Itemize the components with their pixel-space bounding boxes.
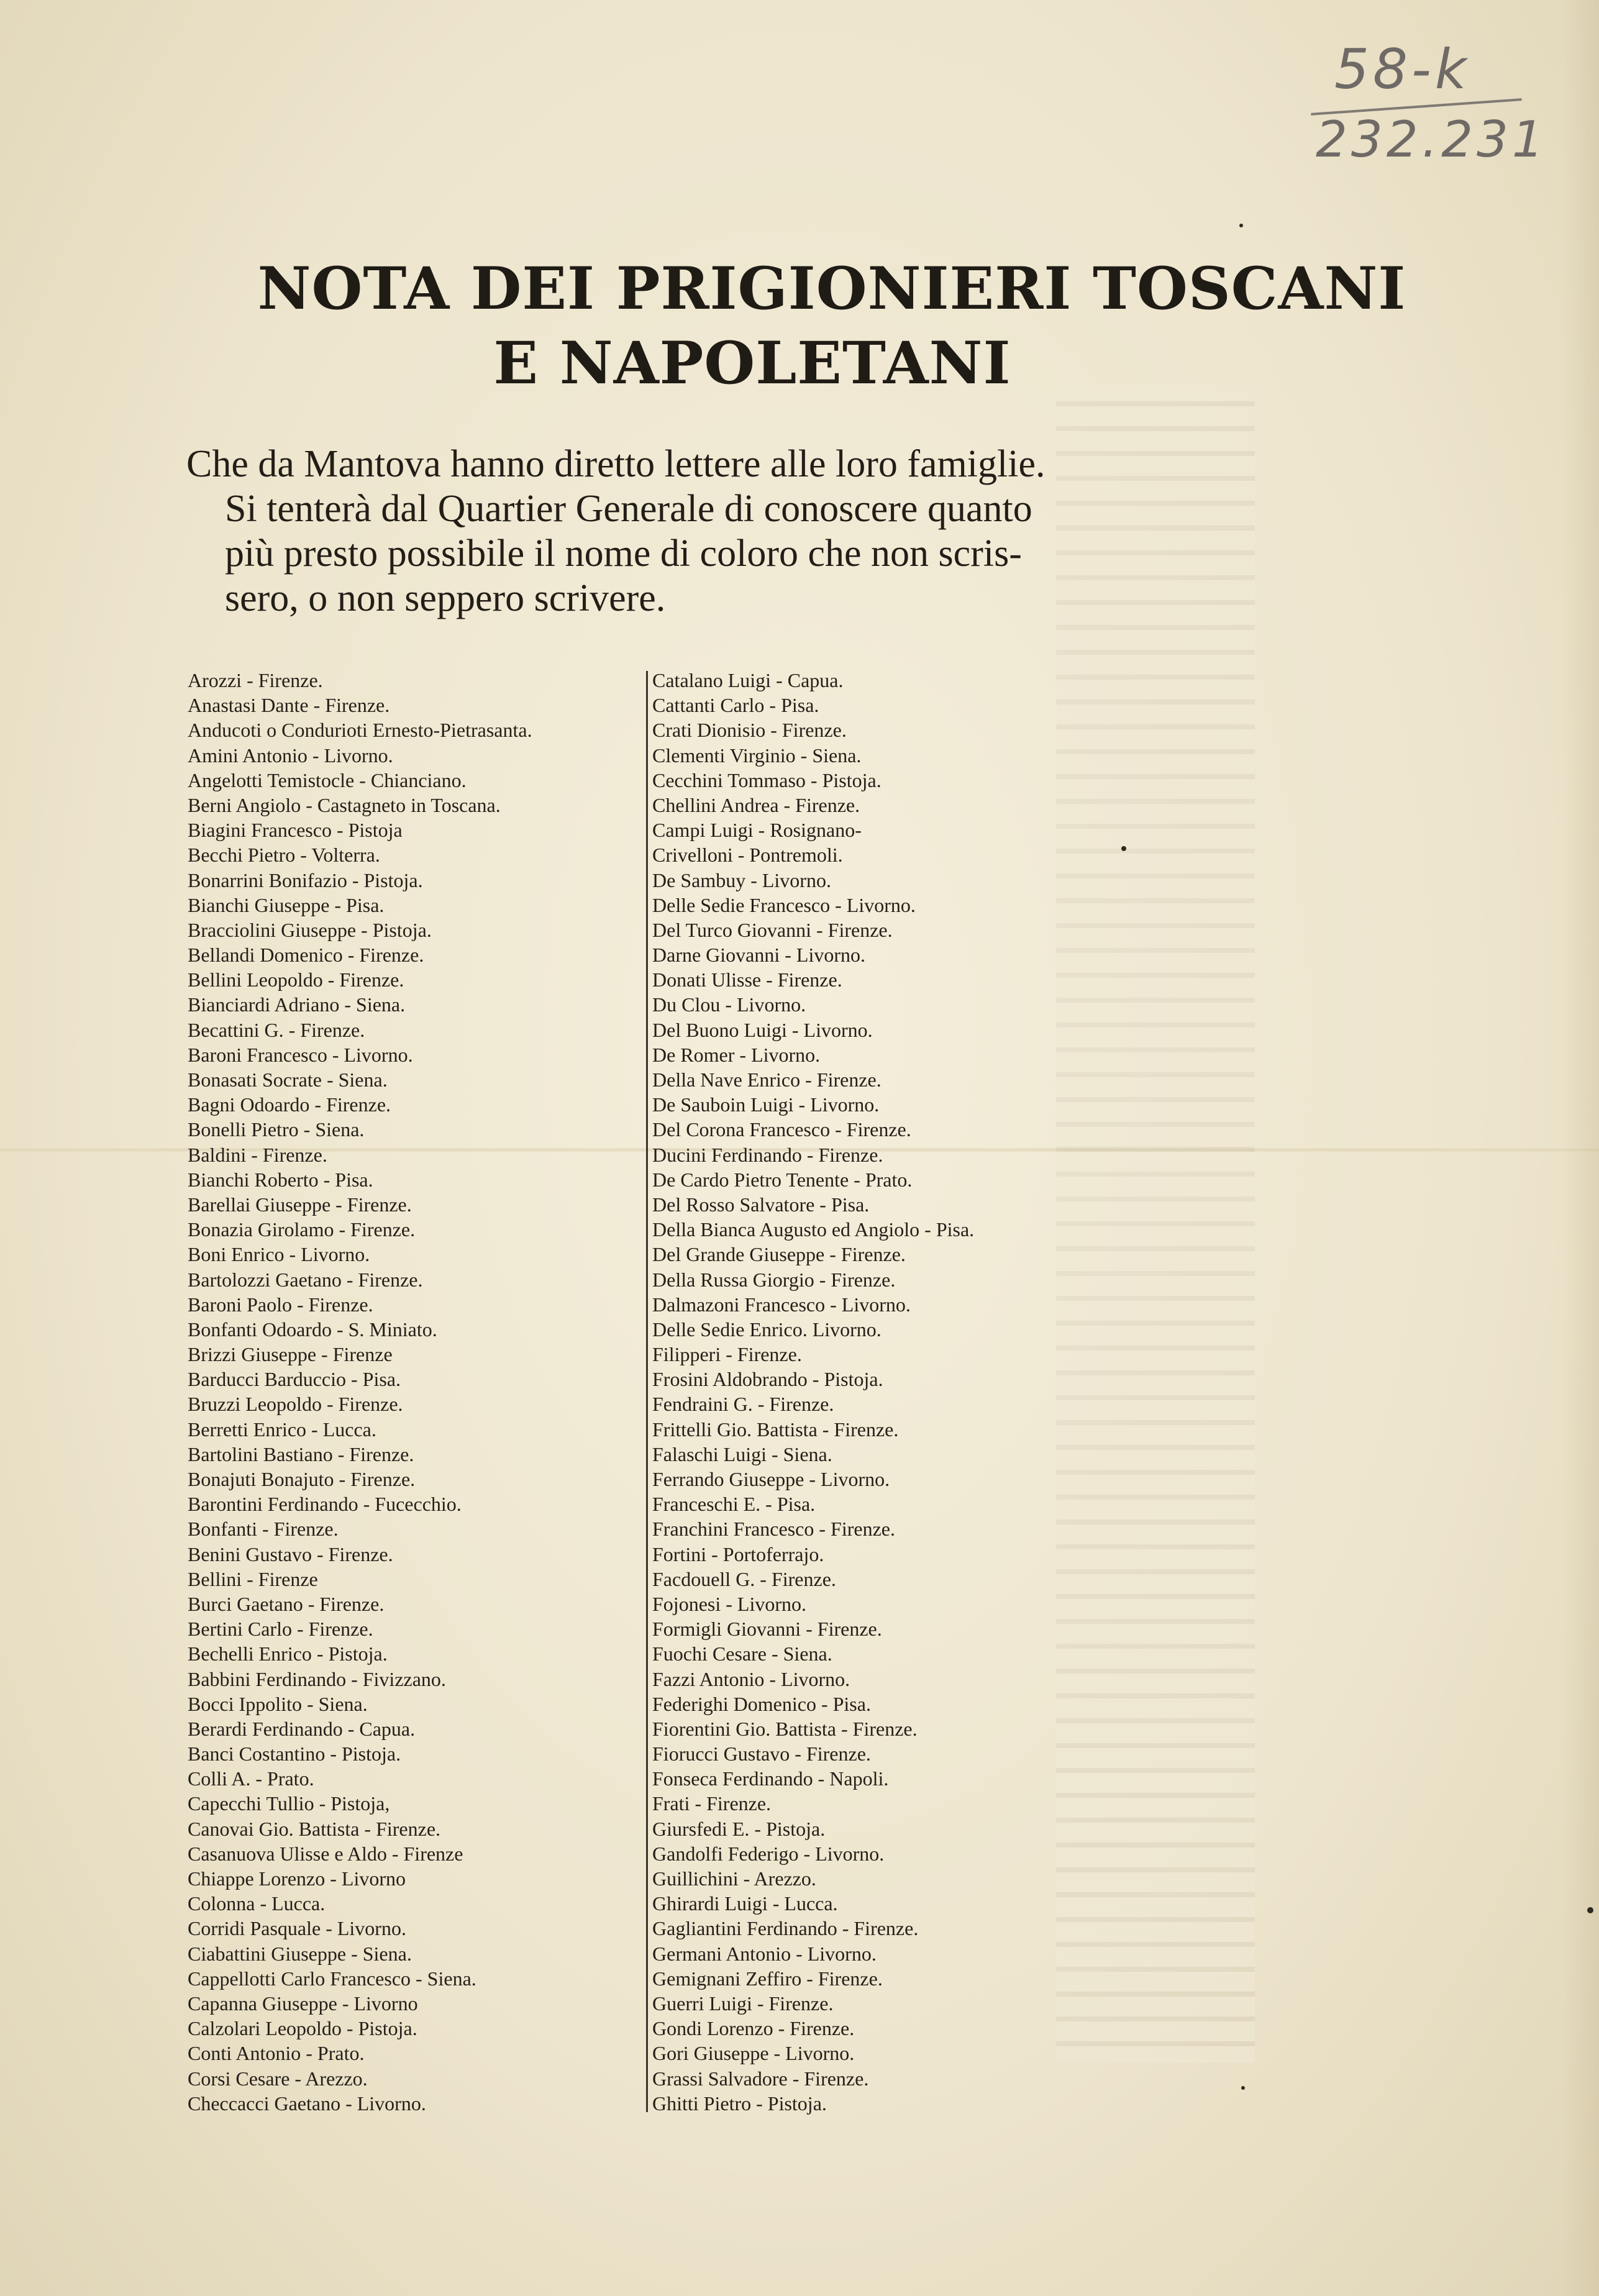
- ink-spot: [1241, 2086, 1245, 2090]
- prisoner-entry: Fiorentini Gio. Battista - Firenze.: [652, 1717, 918, 1740]
- prisoner-entry: Della Russa Giorgio - Firenze.: [652, 1268, 896, 1291]
- prisoner-entry: Bianchi Roberto - Pisa.: [188, 1168, 373, 1191]
- prisoner-entry: Catalano Luigi - Capua.: [652, 669, 844, 691]
- prisoner-entry: Frosini Aldobrando - Pistoja.: [652, 1368, 883, 1391]
- prisoner-entry: Del Buono Luigi - Livorno.: [652, 1018, 873, 1041]
- paper-edge-shadow: [1562, 0, 1599, 2296]
- intro-line-2: Si tenterà dal Quartier Generale di conoscere quanto: [225, 488, 1032, 530]
- intro-line-3: più presto possibile il nome di coloro che non scris-: [225, 532, 1022, 575]
- prisoner-entry: Della Nave Enrico - Firenze.: [652, 1068, 882, 1091]
- ink-spot: [1239, 224, 1243, 227]
- prisoner-entry: Fendraini G. - Firenze.: [652, 1393, 834, 1416]
- prisoner-entry: Burci Gaetano - Firenze.: [188, 1592, 385, 1615]
- prisoner-entry: Bruzzi Leopoldo - Firenze.: [188, 1393, 403, 1416]
- prisoner-entry: Calzolari Leopoldo - Pistoja.: [188, 2017, 417, 2040]
- prisoner-entry: Ghitti Pietro - Pistoja.: [652, 2092, 827, 2115]
- prisoner-entry: Bonfanti - Firenze.: [188, 1518, 339, 1541]
- prisoner-entry: Barellai Giuseppe - Firenze.: [188, 1193, 412, 1216]
- prisoner-entry: Berretti Enrico - Lucca.: [188, 1418, 376, 1441]
- prisoner-entry: Falaschi Luigi - Siena.: [652, 1442, 832, 1465]
- prisoner-entry: Casanuova Ulisse e Aldo - Firenze: [188, 1842, 463, 1865]
- prisoner-entry: Frati - Firenze.: [652, 1792, 772, 1815]
- prisoner-entry: Fazzi Antonio - Livorno.: [652, 1667, 850, 1690]
- prisoner-entry: Bianchi Giuseppe - Pisa.: [188, 893, 385, 916]
- title-line-1: NOTA DEI PRIGIONIERI TOSCANI: [257, 255, 1406, 323]
- prisoner-entry: Grassi Salvadore - Firenze.: [652, 2067, 869, 2090]
- prisoner-entry: Bonasati Socrate - Siena.: [188, 1068, 388, 1091]
- prisoner-entry: Delle Sedie Enrico. Livorno.: [652, 1318, 882, 1341]
- prisoner-entry: Dalmazoni Francesco - Livorno.: [652, 1293, 911, 1316]
- prisoner-entry: Brizzi Giuseppe - Firenze: [188, 1343, 393, 1366]
- prisoner-entry: Chellini Andrea - Firenze.: [652, 793, 860, 816]
- prisoner-entry: Fonseca Ferdinando - Napoli.: [652, 1767, 889, 1790]
- prisoner-entry: Canovai Gio. Battista - Firenze.: [188, 1817, 441, 1840]
- prisoner-entry: Fortini - Portoferrajo.: [652, 1542, 824, 1565]
- prisoner-entry: Corsi Cesare - Arezzo.: [188, 2067, 368, 2090]
- prisoner-entry: Bonelli Pietro - Siena.: [188, 1118, 365, 1141]
- intro-line-4: sero, o non seppero scrivere.: [225, 577, 666, 619]
- prisoner-entry: Babbini Ferdinando - Fivizzano.: [188, 1667, 446, 1690]
- prisoner-entry: Fiorucci Gustavo - Firenze.: [652, 1742, 871, 1765]
- prisoner-entry: Chiappe Lorenzo - Livorno: [188, 1867, 406, 1890]
- prisoner-entry: Cecchini Tommaso - Pistoja.: [652, 768, 882, 791]
- prisoner-entry: Bonazia Girolamo - Firenze.: [188, 1218, 416, 1241]
- prisoner-entry: Angelotti Temistocle - Chianciano.: [188, 768, 467, 791]
- prisoner-entry: Bertini Carlo - Firenze.: [188, 1618, 373, 1641]
- prisoner-entry: Donati Ulisse - Firenze.: [652, 968, 842, 991]
- ink-spot: [1121, 846, 1126, 851]
- prisoner-entry: Berardi Ferdinando - Capua.: [188, 1717, 416, 1740]
- prisoner-entry: Anastasi Dante - Firenze.: [188, 694, 390, 717]
- prisoner-entry: Guerri Luigi - Firenze.: [652, 1992, 834, 2015]
- prisoner-entry: Franceschi E. - Pisa.: [652, 1493, 816, 1516]
- prisoner-entry: Del Grande Giuseppe - Firenze.: [652, 1243, 906, 1266]
- prisoner-entry: Bianciardi Adriano - Siena.: [188, 993, 406, 1016]
- prisoner-list-right: [652, 668, 1037, 2116]
- prisoner-entry: Colonna - Lucca.: [188, 1892, 326, 1915]
- handwritten-annotation-top: 58-k: [1334, 37, 1470, 101]
- ink-spot: [1587, 1907, 1593, 1913]
- prisoner-entry: Du Clou - Livorno.: [652, 993, 806, 1016]
- prisoner-entry: Campi Luigi - Rosignano-: [652, 819, 862, 842]
- prisoner-entry: Corridi Pasquale - Livorno.: [188, 1917, 406, 1940]
- column-divider: [646, 671, 648, 2112]
- prisoner-entry: Bellandi Domenico - Firenze.: [188, 944, 424, 967]
- prisoner-entry: De Sambuy - Livorno.: [652, 868, 831, 891]
- prisoner-entry: Crati Dionisio - Firenze.: [652, 719, 847, 742]
- prisoner-entry: Giursfedi E. - Pistoja.: [652, 1817, 826, 1840]
- prisoner-entry: Formigli Giovanni - Firenze.: [652, 1618, 882, 1641]
- prisoner-entry: Capanna Giuseppe - Livorno: [188, 1992, 418, 2015]
- prisoner-entry: Bellini Leopoldo - Firenze.: [188, 968, 404, 991]
- prisoner-entry: Gori Giuseppe - Livorno.: [652, 2042, 855, 2065]
- prisoner-entry: Della Bianca Augusto ed Angiolo - Pisa.: [652, 1218, 975, 1241]
- prisoner-entry: Del Turco Giovanni - Firenze.: [652, 918, 893, 941]
- intro-line-1: Che da Mantova hanno diretto lettere alle loro famiglie.: [186, 443, 1046, 485]
- prisoner-entry: Becchi Pietro - Volterra.: [188, 844, 380, 867]
- prisoner-entry: Gandolfi Federigo - Livorno.: [652, 1842, 885, 1865]
- prisoner-entry: Ciabattini Giuseppe - Siena.: [188, 1942, 412, 1965]
- prisoner-entry: Clementi Virginio - Siena.: [652, 744, 862, 767]
- prisoner-entry: Benini Gustavo - Firenze.: [188, 1542, 393, 1565]
- prisoner-entry: De Romer - Livorno.: [652, 1043, 821, 1066]
- prisoner-entry: Del Corona Francesco - Firenze.: [652, 1118, 911, 1141]
- prisoner-entry: Gondi Lorenzo - Firenze.: [652, 2017, 855, 2040]
- prisoner-entry: Bartolini Bastiano - Firenze.: [188, 1442, 414, 1465]
- prisoner-entry: De Cardo Pietro Tenente - Prato.: [652, 1168, 913, 1191]
- prisoner-entry: Cattanti Carlo - Pisa.: [652, 694, 819, 717]
- prisoner-entry: Barducci Barduccio - Pisa.: [188, 1368, 401, 1391]
- prisoner-entry: Facdouell G. - Firenze.: [652, 1567, 836, 1590]
- prisoner-entry: Bonarrini Bonifazio - Pistoja.: [188, 868, 423, 891]
- prisoner-entry: Filipperi - Firenze.: [652, 1343, 802, 1366]
- prisoner-entry: Banci Costantino - Pistoja.: [188, 1742, 401, 1765]
- prisoner-entry: Guillichini - Arezzo.: [652, 1867, 816, 1890]
- title-line-2: E NAPOLETANI: [493, 329, 1011, 398]
- prisoner-entry: Barontini Ferdinando - Fucecchio.: [188, 1493, 462, 1516]
- prisoner-entry: Conti Antonio - Prato.: [188, 2042, 365, 2065]
- prisoner-entry: Delle Sedie Francesco - Livorno.: [652, 893, 916, 916]
- prisoner-entry: Fuochi Cesare - Siena.: [652, 1642, 832, 1665]
- prisoner-list-left: [188, 668, 647, 2116]
- prisoner-entry: Capecchi Tullio - Pistoja,: [188, 1792, 390, 1815]
- prisoner-entry: De Sauboin Luigi - Livorno.: [652, 1093, 880, 1116]
- prisoner-entry: Berni Angiolo - Castagneto in Toscana.: [188, 793, 501, 816]
- prisoner-entry: Ducini Ferdinando - Firenze.: [652, 1143, 883, 1166]
- prisoner-entry: Biagini Francesco - Pistoja: [188, 819, 403, 842]
- prisoner-entry: Germani Antonio - Livorno.: [652, 1942, 877, 1965]
- prisoner-entry: Colli A. - Prato.: [188, 1767, 314, 1790]
- prisoner-entry: Boni Enrico - Livorno.: [188, 1243, 370, 1266]
- prisoner-entry: Bartolozzi Gaetano - Firenze.: [188, 1268, 423, 1291]
- bleed-through-text: [1056, 385, 1255, 2062]
- prisoner-entry: Ferrando Giuseppe - Livorno.: [652, 1468, 890, 1490]
- prisoner-entry: Baldini - Firenze.: [188, 1143, 327, 1166]
- handwritten-annotation-bottom: 232.231: [1316, 111, 1547, 168]
- prisoner-entry: Baroni Paolo - Firenze.: [188, 1293, 373, 1316]
- prisoner-entry: Fojonesi - Livorno.: [652, 1592, 806, 1615]
- prisoner-entry: Checcacci Gaetano - Livorno.: [188, 2092, 426, 2115]
- prisoner-entry: Bechelli Enrico - Pistoja.: [188, 1642, 388, 1665]
- prisoner-entry: Franchini Francesco - Firenze.: [652, 1518, 895, 1541]
- prisoner-entry: Federighi Domenico - Pisa.: [652, 1692, 871, 1715]
- prisoner-entry: Del Rosso Salvatore - Pisa.: [652, 1193, 870, 1216]
- prisoner-entry: Amini Antonio - Livorno.: [188, 744, 393, 767]
- prisoner-entry: Bocci Ippolito - Siena.: [188, 1692, 368, 1715]
- prisoner-entry: Bonajuti Bonajuto - Firenze.: [188, 1468, 416, 1490]
- prisoner-entry: Bagni Odoardo - Firenze.: [188, 1093, 391, 1116]
- prisoner-entry: Frittelli Gio. Battista - Firenze.: [652, 1418, 899, 1441]
- prisoner-entry: Darne Giovanni - Livorno.: [652, 944, 866, 967]
- prisoner-entry: Arozzi - Firenze.: [188, 669, 323, 691]
- prisoner-entry: Gagliantini Ferdinando - Firenze.: [652, 1917, 919, 1940]
- prisoner-entry: Bracciolini Giuseppe - Pistoja.: [188, 918, 432, 941]
- prisoner-entry: Crivelloni - Pontremoli.: [652, 844, 843, 867]
- prisoner-entry: Ghirardi Luigi - Lucca.: [652, 1892, 838, 1915]
- prisoner-entry: Bonfanti Odoardo - S. Miniato.: [188, 1318, 437, 1341]
- prisoner-entry: Bellini - Firenze: [188, 1567, 318, 1590]
- prisoner-entry: Gemignani Zeffiro - Firenze.: [652, 1967, 883, 1990]
- prisoner-entry: Cappellotti Carlo Francesco - Siena.: [188, 1967, 476, 1990]
- prisoner-entry: Anducoti o Condurioti Ernesto-Pietrasanta.: [188, 719, 532, 742]
- prisoner-entry: Baroni Francesco - Livorno.: [188, 1043, 413, 1066]
- prisoner-entry: Becattini G. - Firenze.: [188, 1018, 365, 1041]
